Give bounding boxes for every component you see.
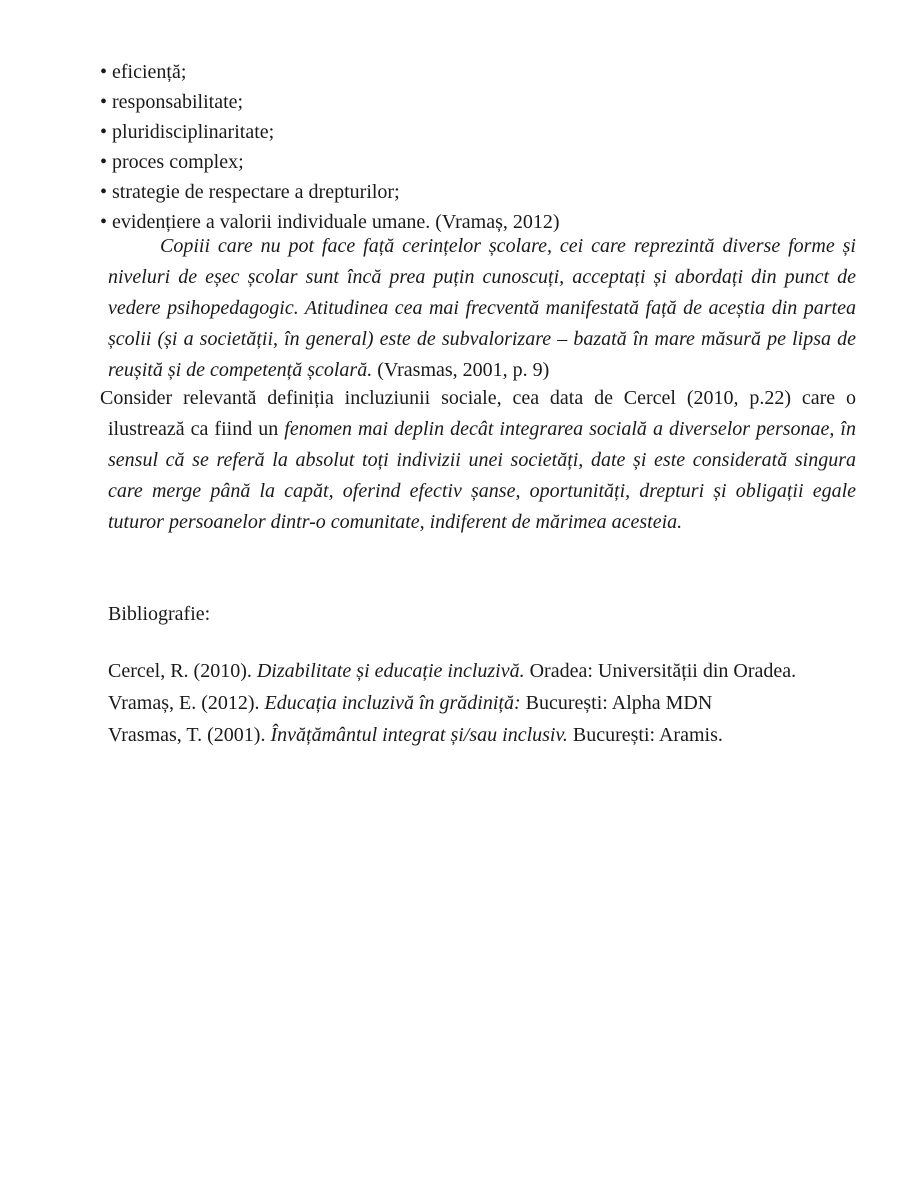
- bullet-marker: •: [100, 211, 108, 233]
- bib-authors: Vrasmas, T. (2001).: [108, 724, 271, 746]
- bullet-item-label: pluridisciplinaritate;: [112, 121, 275, 143]
- bullet-item: [100, 117, 856, 147]
- bullet-item-label: responsabilitate;: [112, 91, 244, 113]
- definition-italic-body: fenomen mai deplin decât integrarea socială a diverselor personae, în sensul că se referă la absolut toți indivizii unei societăți, date și este considerată singura care merge până la capăt, oferind efectiv șanse, oportunități, drepturi și obligații egale tuturor persoanelor dintr-o comunitate, indiferent de mărimea acesteia.: [108, 418, 856, 533]
- bib-authors: Cercel, R. (2010).: [108, 660, 257, 682]
- bib-title: Dizabilitate și educație incluzivă.: [256, 660, 525, 682]
- quote-paragraph: [108, 231, 856, 386]
- bibliography-entry: [108, 719, 856, 751]
- bibliography-heading: Bibliografie:: [108, 603, 211, 625]
- bibliography-list: [100, 655, 856, 751]
- bullet-item-label: strategie de respectare a drepturilor;: [112, 181, 400, 203]
- bullet-item-label: evidențiere a valorii individuale umane. (Vramaș, 2012): [112, 211, 560, 233]
- quote-body: Copiii care nu pot face față cerințelor școlare, cei care reprezintă diverse forme și niveluri de eșec școlar sunt încă prea puțin cunoscuți, acceptați și abordați din punct de vedere psihopedagogic. Atitudinea cea mai frecventă manifestată față de aceștia din partea școlii (și a societății, în general) este de subvalorizare – bazată în mare măsură pe lipsa de reușită și de competență școlară.: [108, 235, 856, 381]
- bullet-marker: •: [100, 151, 108, 173]
- bullet-marker: •: [100, 121, 108, 143]
- bib-authors: Vramaș, E. (2012).: [108, 692, 265, 714]
- bib-publisher: București: Alpha MDN: [520, 692, 713, 714]
- bullet-item: [100, 147, 856, 177]
- bibliography-entry: [108, 687, 856, 719]
- bullet-item: [100, 177, 856, 207]
- bullet-item-label: eficiență;: [112, 61, 187, 83]
- quote-citation: (Vrasmas, 2001, p. 9): [372, 359, 550, 381]
- bullet-marker: •: [100, 61, 108, 83]
- bullet-item: [100, 87, 856, 117]
- bib-publisher: Oradea: Universității din Oradea.: [524, 660, 797, 682]
- bibliography-entry: [108, 655, 856, 687]
- bib-title: Învățământul integrat și/sau inclusiv.: [270, 724, 568, 746]
- bullet-marker: •: [100, 91, 108, 113]
- definition-lead: Consider relevantă definiția incluziunii sociale, cea data de Cercel (2010, p.22) care o ilustrează ca fiind un: [100, 387, 856, 440]
- definition-paragraph: [100, 383, 856, 538]
- bib-title: Educația incluzivă în grădiniță:: [264, 692, 521, 714]
- bullet-marker: •: [100, 181, 108, 203]
- bib-publisher: București: Aramis.: [567, 724, 723, 746]
- bullet-list: [100, 57, 856, 237]
- bullet-item-label: proces complex;: [112, 151, 244, 173]
- bullet-item: [100, 57, 856, 87]
